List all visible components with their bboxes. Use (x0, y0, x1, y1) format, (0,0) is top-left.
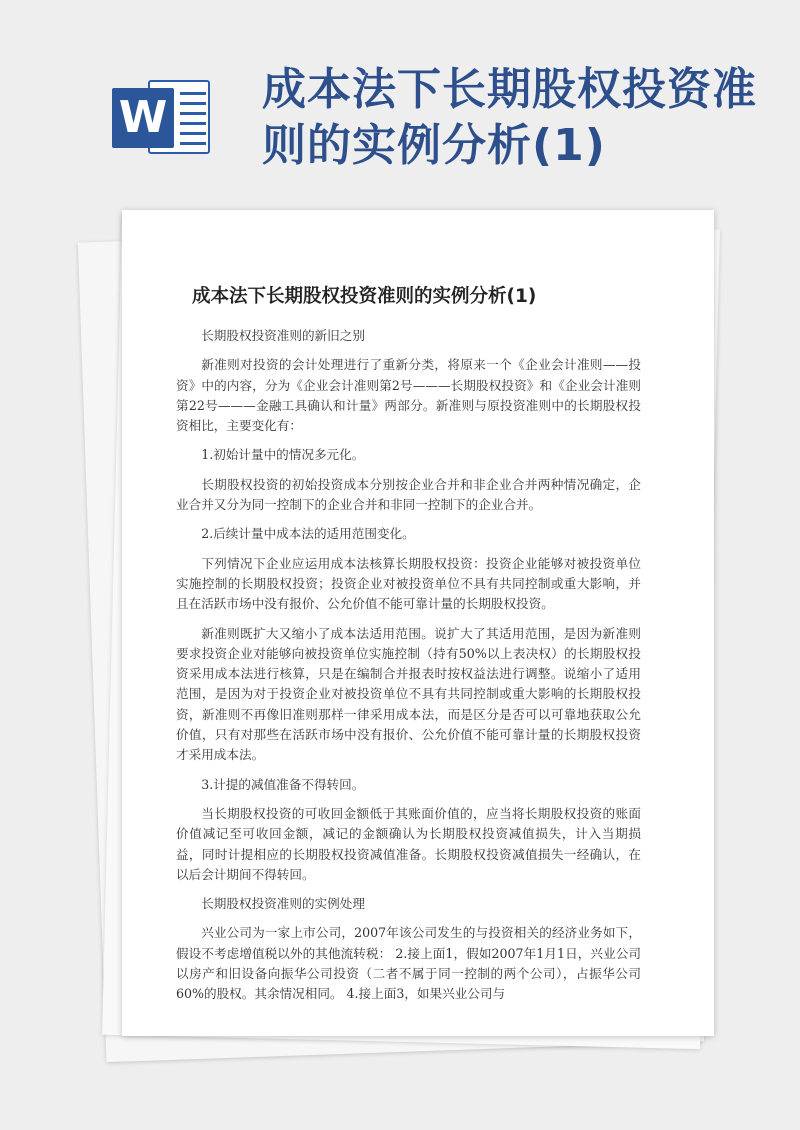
document-body (176, 326, 641, 1014)
word-page-line (180, 122, 206, 125)
banner-title: 成本法下长期股权投资准则的实例分析(1) (262, 64, 757, 171)
paragraph-subheading: 1.初始计量中的情况多元化。 (201, 447, 365, 463)
paragraph: 新准则对投资的会计处理进行了重新分类，将原来一个《企业会计准则——投资》中的内容，分为《企业会计准则第2号———长期股权投资》和《企业会计准则第22号———金融工具确认和计量》两部分。新准则与原投资准则中的长期股权投资相比，主要变化有： (176, 357, 641, 434)
document-title: 成本法下长期股权投资准则的实例分析(1) (192, 286, 537, 307)
banner-header (0, 0, 800, 200)
word-page-line (180, 132, 206, 135)
word-page-line (180, 92, 206, 95)
word-page-line (180, 112, 206, 115)
document-page (122, 210, 714, 1036)
word-page-line (180, 142, 206, 145)
word-badge-letter: W (112, 88, 174, 148)
paragraph-subheading: 3.计提的减值准备不得转回。 (201, 776, 365, 792)
paragraph: 下列情况下企业应运用成本法核算长期股权投资：投资企业能够对被投资单位实施控制的长期股权投资；投资企业对被投资单位不具有共同控制或重大影响，并且在活跃市场中没有报价、公允价值不能可靠计量的长期股权投资。 (176, 555, 641, 612)
paragraph: 当长期股权投资的可收回金额低于其账面价值的，应当将长期股权投资的账面价值减记至可收回金额，减记的金额确认为长期股权投资减值损失，计入当期损益，同时计提相应的长期股权投资减值准备。长期股权投资减值损失一经确认，在以后会计期间不得转回。 (176, 805, 641, 882)
paragraph-subheading: 2.后续计量中成本法的适用范围变化。 (201, 526, 415, 542)
paragraph: 长期股权投资的初始投资成本分别按企业合并和非企业合并两种情况确定，企业合并又分为同一控制下的企业合并和非同一控制下的企业合并。 (176, 476, 641, 513)
word-page-line (180, 102, 206, 105)
paragraph-section-heading: 长期股权投资准则的新旧之别 (201, 328, 365, 343)
paragraph: 兴业公司为一家上市公司，2007年该公司发生的与投资相关的经济业务如下，假设不考虑增值税以外的其他流转税： 2.接上面1，假如2007年1月1日，兴业公司以房产和旧设备向振华公司投资（二者不属于同一控制的两个公司），占振华公司60%的股权。其余情况相同。 4.接上面3，如果兴业公司与 (176, 925, 641, 1002)
word-document-icon (112, 74, 212, 158)
paragraph-section-heading: 长期股权投资准则的实例处理 (201, 896, 365, 912)
paragraph: 新准则既扩大又缩小了成本法适用范围。说扩大了其适用范围，是因为新准则要求投资企业对能够向被投资单位实施控制（持有50%以上表决权）的长期股权投资采用成本法进行核算，只是在编制合并报表时按权益法进行调整。说缩小了适用范围，是因为对于投资企业对被投资单位不具有共同控制或重大影响的长期股权投资，新准则不再像旧准则那样一律采用成本法，而是区分是否可以可靠地获取公允价值，只有对那些在活跃市场中没有报价、公允价值不能可靠计量的长期股权投资才采用成本法。 (176, 625, 641, 763)
